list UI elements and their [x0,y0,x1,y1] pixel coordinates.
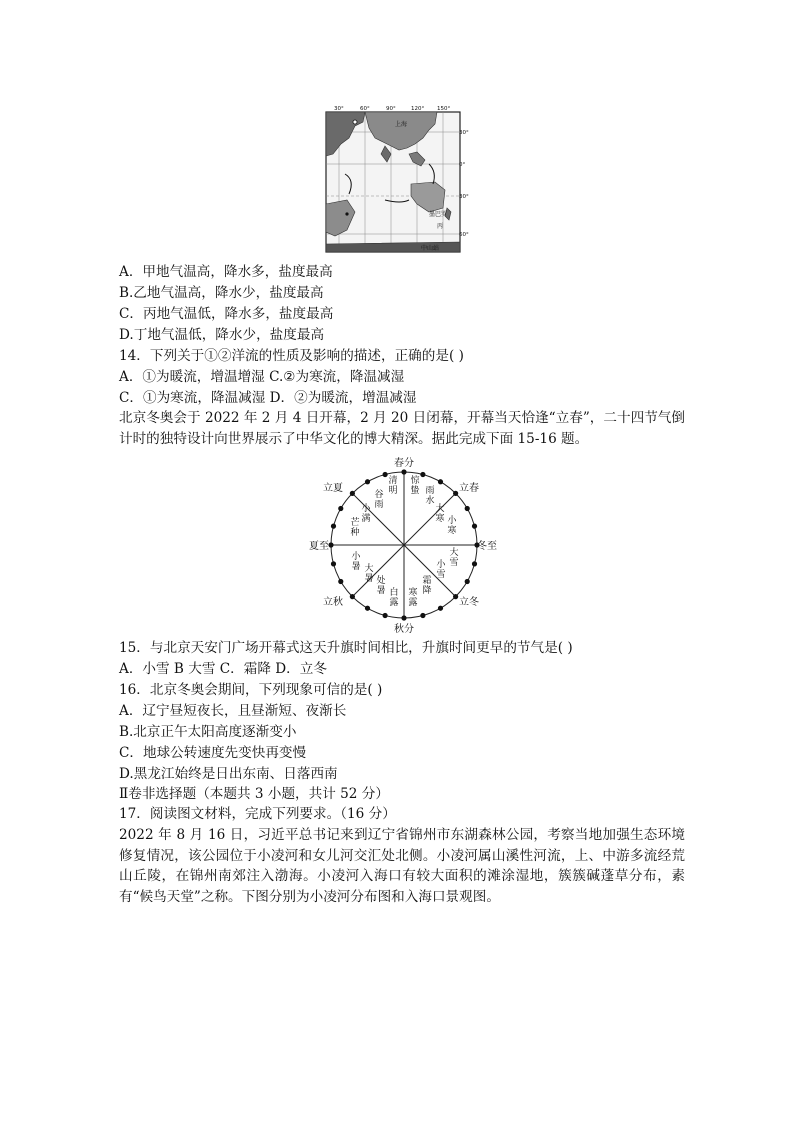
wheel-inner-term: 大暑 [364,564,374,584]
wheel-term-dot [438,479,443,484]
wheel-label-autumn-equinox: 秋分 [394,624,414,635]
map-lon-label: 30° [334,106,344,112]
wheel-term-dot [465,579,470,584]
section-2-heading: Ⅱ卷非选择题（本题共 3 小题，共计 52 分） [119,786,389,802]
wheel-term-dot [328,542,333,547]
wheel-inner-term: 小满 [361,504,371,524]
solar-terms-wheel [309,455,499,635]
map-place-label: 丙 [437,223,444,230]
wheel-term-dot [420,472,425,477]
wheel-term-dot [365,606,370,611]
wheel-inner-term: 谷雨 [374,490,384,510]
wheel-term-dot [420,613,425,618]
q13-option-b: B.乙地气温高，降水少，盐度最高 [119,285,324,301]
wheel-term-dot [472,561,477,566]
wheel-term-dot [383,472,388,477]
map-lon-label: 60° [360,106,370,112]
wheel-label-start-autumn: 立秋 [323,597,343,608]
wheel-label-spring-equinox: 春分 [394,458,414,469]
wheel-term-dot [338,506,343,511]
q13-option-a: A．甲地气温高，降水多，盐度最高 [119,264,333,280]
ocean-current-map [325,104,467,254]
map-lon-label: 90° [386,106,396,112]
wheel-inner-term: 处暑 [376,576,386,596]
wheel-term-dot [453,594,458,599]
map-lat-label: 30° [459,130,469,136]
wheel-inner-term: 芒种 [350,518,360,538]
map-place-label: 墨巴罗 [429,211,448,218]
wheel-term-dot [401,469,406,474]
q15-options: A．小雪 B 大雪 C．霜降 D．立冬 [119,661,327,677]
wheel-inner-term: 清明 [388,476,398,496]
wheel-label-winter-solstice: 冬至 [477,541,497,552]
wheel-label-start-summer: 立夏 [323,483,343,494]
q14-options-line2: C．①为寒流，降温减湿 D．②为暖流，增温减湿 [119,390,417,406]
q14-stem: 14．下列关于①②洋流的性质及影响的描述，正确的是( ) [119,348,464,364]
q16-stem: 16．北京冬奥会期间，下列现象可信的是( ) [119,682,383,698]
map-lat-label: 30° [459,194,469,200]
wheel-inner-term: 白露 [389,588,399,608]
wheel-term-dot [350,491,355,496]
map-lon-label: 120° [411,106,425,112]
q15-stem: 15．与北京天安门广场开幕式这天升旗时间相比，升旗时间更早的节气是( ) [119,640,573,656]
wheel-term-dot [350,594,355,599]
wheel-inner-term: 寒露 [408,588,418,608]
wheel-term-dot [438,606,443,611]
map-lat-label: 60° [459,232,469,238]
wheel-inner-term: 小雪 [436,560,446,580]
wheel-inner-term: 大寒 [435,504,445,524]
wheel-inner-term: 惊蛰 [410,476,420,496]
wheel-term-dot [453,491,458,496]
q13-option-c: C．丙地气温低，降水多，盐度最高 [119,306,334,322]
wheel-term-dot [331,524,336,529]
wheel-term-dot [331,561,336,566]
q16-option-b: B.北京正午太阳高度逐渐变小 [119,724,297,740]
wheel-term-dot [465,506,470,511]
q17-stem: 17．阅读图文材料，完成下列要求。（16 分） [119,806,396,822]
q13-option-d: D.丁地气温低，降水少，盐度最高 [119,327,325,343]
q17-material: 2022 年 8 月 16 日，习近平总书记来到辽宁省锦州市东湖森林公园，考察当地加强生态环境修复情况，该公园位于小凌河和女儿河交汇处北侧。小凌河属山溪性河流，上、中游多流经荒山丘陵，在锦州南郊注入渤海。小凌河入海口有较大面积的滩涂湿地，簇簇碱蓬草分布，素有“候鸟天堂”之称。下图分别为小凌河分布图和入海口景观图。 [119,827,685,905]
wheel-term-dot [401,615,406,620]
wheel-inner-term: 大雪 [449,548,459,568]
wheel-label-start-spring: 立春 [459,483,479,494]
map-place-label: 中山站 [421,245,440,252]
map-place-label: 上海 [395,121,408,128]
wheel-term-dot [338,579,343,584]
map-lon-label: 150° [437,106,451,112]
wheel-inner-term: 雨水 [425,486,435,506]
wheel-term-dot [365,479,370,484]
q14-options-line1: A．①为暖流，增温增湿 C.②为寒流，降温减湿 [119,369,405,385]
q16-option-a: A．辽宁昼短夜长，且昼渐短、夜渐长 [119,703,347,719]
map-lat-label: 0° [459,162,466,168]
wheel-term-dot [383,613,388,618]
intro-15-16: 北京冬奥会于 2022 年 2 月 4 日开幕，2 月 20 日闭幕，开幕当天恰逢“立春”，二十四节气倒计时的独特设计向世界展示了中华文化的博大精深。据此完成下面 15-16 题。 [119,410,685,447]
wheel-label-summer-solstice: 夏至 [309,541,329,552]
wheel-inner-term: 小寒 [447,516,457,536]
q16-option-c: C．地球公转速度先变快再变慢 [119,745,307,761]
q16-option-d: D.黑龙江始终是日出东南、日落西南 [119,766,338,782]
wheel-inner-term: 霜降 [422,576,432,596]
wheel-term-dot [472,524,477,529]
wheel-label-start-winter: 立冬 [459,597,479,608]
wheel-inner-term: 小暑 [351,552,361,572]
